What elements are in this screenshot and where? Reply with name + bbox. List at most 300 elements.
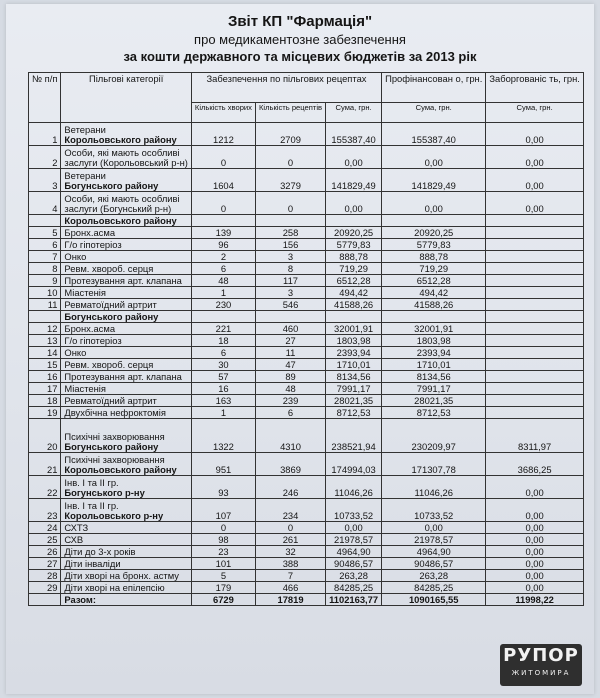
row-num: 20 (29, 419, 61, 453)
row-financed: 155387,40 (382, 123, 486, 146)
row-financed: 90486,57 (382, 558, 486, 570)
table-row (29, 419, 584, 453)
row-category: Інв. І та ІІ гр. (64, 477, 119, 488)
header-num: № п/п (29, 73, 61, 123)
row-num: 18 (29, 395, 61, 407)
section-empty (326, 215, 382, 227)
row-category-sub: Корольовського р-ну (64, 510, 164, 521)
row-debt: 0,00 (486, 582, 584, 594)
row-patients: 179 (191, 582, 255, 594)
row-category: Ревм. хвороб. серця (64, 359, 154, 370)
row-recipes: 3 (255, 287, 325, 299)
row-patients: 18 (191, 335, 255, 347)
row-patients: 139 (191, 227, 255, 239)
table-row (29, 347, 584, 359)
table-row (29, 371, 584, 383)
row-category: Міастенія (64, 287, 106, 298)
row-num: 24 (29, 522, 61, 534)
row-financed: 28021,35 (382, 395, 486, 407)
table-row (29, 146, 584, 169)
table-row (29, 192, 584, 215)
row-patients: 0 (191, 522, 255, 534)
row-patients: 6 (191, 263, 255, 275)
header-category: Пільгові категорії (61, 73, 191, 123)
row-num: 7 (29, 251, 61, 263)
row-patients: 163 (191, 395, 255, 407)
row-category: СХТЗ (64, 522, 89, 533)
row-num: 29 (29, 582, 61, 594)
total-patients: 6729 (191, 594, 255, 606)
row-num: 23 (29, 499, 61, 522)
row-debt (486, 263, 584, 275)
header-financed: Профінансован о, грн. (382, 73, 486, 103)
row-recipes: 27 (255, 335, 325, 347)
row-category: Ревматоїдний артрит (64, 395, 157, 406)
row-num: 4 (29, 192, 61, 215)
row-num: 3 (29, 169, 61, 192)
table-row (29, 169, 584, 192)
row-debt (486, 395, 584, 407)
row-category-cell (61, 546, 191, 558)
row-financed: 141829,49 (382, 169, 486, 192)
row-num: 15 (29, 359, 61, 371)
row-sum: 11046,26 (326, 476, 382, 499)
table-row (29, 123, 584, 146)
row-category-cell (61, 407, 191, 419)
table-row (29, 499, 584, 522)
row-category-cell (61, 395, 191, 407)
row-recipes: 2709 (255, 123, 325, 146)
row-category: Протезування арт. клапана (64, 275, 182, 286)
row-sum: 90486,57 (326, 558, 382, 570)
row-patients: 57 (191, 371, 255, 383)
row-category-cell (61, 335, 191, 347)
row-debt: 0,00 (486, 192, 584, 215)
header-debt: Заборгованіс ть, грн. (486, 73, 584, 103)
row-recipes: 0 (255, 522, 325, 534)
row-category-cell (61, 476, 191, 499)
row-patients: 2 (191, 251, 255, 263)
table-row (29, 251, 584, 263)
row-recipes: 32 (255, 546, 325, 558)
row-debt: 0,00 (486, 499, 584, 522)
row-sum: 719,29 (326, 263, 382, 275)
row-financed: 11046,26 (382, 476, 486, 499)
row-debt (486, 371, 584, 383)
row-debt (486, 347, 584, 359)
row-debt: 0,00 (486, 558, 584, 570)
row-recipes: 156 (255, 239, 325, 251)
total-financed: 1090165,55 (382, 594, 486, 606)
row-financed: 0,00 (382, 192, 486, 215)
table-row (29, 546, 584, 558)
table-row (29, 522, 584, 534)
row-sum: 141829,49 (326, 169, 382, 192)
row-financed: 7991,17 (382, 383, 486, 395)
row-patients: 5 (191, 570, 255, 582)
row-sum: 238521,94 (326, 419, 382, 453)
row-num: 8 (29, 263, 61, 275)
row-recipes: 48 (255, 383, 325, 395)
row-patients: 1604 (191, 169, 255, 192)
row-sum: 1803,98 (326, 335, 382, 347)
section-empty (382, 215, 486, 227)
row-sum: 1710,01 (326, 359, 382, 371)
row-category-sub: заслуги (Корольовський р-н) (64, 157, 188, 168)
row-financed: 230209,97 (382, 419, 486, 453)
row-category: Психічні захворювання (64, 431, 165, 442)
row-category: Бронх.асма (64, 227, 116, 238)
row-financed: 888,78 (382, 251, 486, 263)
row-category: Ревматоїдний артрит (64, 299, 157, 310)
row-category: Особи, які мають особливі (64, 193, 180, 204)
row-category-cell (61, 287, 191, 299)
row-recipes: 239 (255, 395, 325, 407)
row-patients: 230 (191, 299, 255, 311)
total-debt: 11998,22 (486, 594, 584, 606)
table-row (29, 453, 584, 476)
row-category: Двухбічна нефроктомія (64, 407, 166, 418)
row-num: 22 (29, 476, 61, 499)
row-num: 19 (29, 407, 61, 419)
row-sum: 28021,35 (326, 395, 382, 407)
header-recipes: Кількість рецептів (255, 103, 325, 123)
row-recipes: 466 (255, 582, 325, 594)
table-row (29, 287, 584, 299)
row-category-cell (61, 453, 191, 476)
row-num: 5 (29, 227, 61, 239)
row-num: 17 (29, 383, 61, 395)
row-category: Онко (64, 251, 87, 262)
header-patients: Кількість хворих (191, 103, 255, 123)
table-row (29, 395, 584, 407)
row-financed: 84285,25 (382, 582, 486, 594)
row-debt (486, 335, 584, 347)
row-category-sub: заслуги (Богунський р-н) (64, 203, 172, 214)
row-sum: 494,42 (326, 287, 382, 299)
row-patients: 101 (191, 558, 255, 570)
row-category-cell (61, 263, 191, 275)
row-debt (486, 251, 584, 263)
row-category-sub: Корольовського району (64, 464, 177, 475)
section-label: Богунського району (61, 311, 191, 323)
row-financed: 719,29 (382, 263, 486, 275)
table-row (29, 534, 584, 546)
section-empty (326, 311, 382, 323)
row-num: 14 (29, 347, 61, 359)
table-row (29, 407, 584, 419)
row-sum: 4964,90 (326, 546, 382, 558)
total-row (29, 594, 584, 606)
row-category-cell (61, 419, 191, 453)
row-recipes: 11 (255, 347, 325, 359)
row-sum: 8134,56 (326, 371, 382, 383)
row-category-cell (61, 192, 191, 215)
section-empty (486, 215, 584, 227)
row-category-cell (61, 227, 191, 239)
table-row (29, 299, 584, 311)
row-patients: 98 (191, 534, 255, 546)
row-category: Г/о гіпотеріоз (64, 335, 122, 346)
watermark-line1: РУПОР (503, 645, 579, 666)
row-sum: 174994,03 (326, 453, 382, 476)
row-num: 16 (29, 371, 61, 383)
header-sum: Сума, грн. (326, 103, 382, 123)
row-category-sub: Богунського району (64, 180, 159, 191)
row-patients: 93 (191, 476, 255, 499)
row-sum: 6512,28 (326, 275, 382, 287)
header-financed-sum: Сума, грн. (382, 103, 486, 123)
header-supply: Забезпечення по пільгових рецептах (191, 73, 381, 103)
row-category-cell (61, 347, 191, 359)
row-category: Інв. І та ІІ гр. (64, 500, 119, 511)
row-num: 21 (29, 453, 61, 476)
row-sum: 20920,25 (326, 227, 382, 239)
row-category-cell (61, 299, 191, 311)
row-category: СХВ (64, 534, 84, 545)
row-financed: 5779,83 (382, 239, 486, 251)
row-financed: 0,00 (382, 146, 486, 169)
row-patients: 1 (191, 407, 255, 419)
row-category: Діти інваліди (64, 558, 121, 569)
row-debt: 0,00 (486, 522, 584, 534)
row-category-cell (61, 522, 191, 534)
row-category-cell (61, 383, 191, 395)
section-empty (255, 311, 325, 323)
table-row (29, 227, 584, 239)
row-recipes: 546 (255, 299, 325, 311)
row-patients: 951 (191, 453, 255, 476)
row-debt (486, 323, 584, 335)
row-category-sub: Богунського р-ну (64, 487, 145, 498)
row-category-sub: Корольовського району (64, 134, 177, 145)
row-debt (486, 239, 584, 251)
row-recipes: 47 (255, 359, 325, 371)
row-financed: 8712,53 (382, 407, 486, 419)
row-category: Онко (64, 347, 87, 358)
row-recipes: 234 (255, 499, 325, 522)
section-num (29, 311, 61, 323)
row-debt (486, 299, 584, 311)
row-debt (486, 383, 584, 395)
row-recipes: 3 (255, 251, 325, 263)
row-category: Бронх.асма (64, 323, 116, 334)
row-recipes: 4310 (255, 419, 325, 453)
table-row (29, 239, 584, 251)
row-sum: 2393,94 (326, 347, 382, 359)
table-row (29, 335, 584, 347)
row-num: 25 (29, 534, 61, 546)
row-num: 1 (29, 123, 61, 146)
row-recipes: 246 (255, 476, 325, 499)
row-category-cell (61, 558, 191, 570)
row-category: Протезування арт. клапана (64, 371, 182, 382)
row-num: 26 (29, 546, 61, 558)
row-sum: 84285,25 (326, 582, 382, 594)
row-category-cell (61, 251, 191, 263)
row-recipes: 3279 (255, 169, 325, 192)
row-num: 27 (29, 558, 61, 570)
section-num (29, 215, 61, 227)
row-debt: 0,00 (486, 169, 584, 192)
row-patients: 0 (191, 146, 255, 169)
report-table (28, 72, 584, 606)
row-patients: 96 (191, 239, 255, 251)
row-patients: 23 (191, 546, 255, 558)
total-label: Разом: (61, 594, 191, 606)
row-financed: 2393,94 (382, 347, 486, 359)
section-row (29, 215, 584, 227)
row-debt (486, 359, 584, 371)
row-financed: 6512,28 (382, 275, 486, 287)
section-row (29, 311, 584, 323)
row-num: 11 (29, 299, 61, 311)
row-debt (486, 287, 584, 299)
section-label: Корольовського району (61, 215, 191, 227)
row-patients: 0 (191, 192, 255, 215)
row-category-cell (61, 123, 191, 146)
row-financed: 21978,57 (382, 534, 486, 546)
row-financed: 20920,25 (382, 227, 486, 239)
row-patients: 48 (191, 275, 255, 287)
row-debt: 0,00 (486, 123, 584, 146)
row-financed: 8134,56 (382, 371, 486, 383)
row-debt: 0,00 (486, 546, 584, 558)
total-num (29, 594, 61, 606)
row-category: Діти до 3-х років (64, 546, 136, 557)
row-patients: 6 (191, 347, 255, 359)
row-debt: 0,00 (486, 146, 584, 169)
row-sum: 0,00 (326, 522, 382, 534)
table-row (29, 383, 584, 395)
row-financed: 494,42 (382, 287, 486, 299)
row-financed: 1710,01 (382, 359, 486, 371)
table-row (29, 582, 584, 594)
row-category-cell (61, 146, 191, 169)
row-patients: 221 (191, 323, 255, 335)
row-num: 12 (29, 323, 61, 335)
row-category-cell (61, 570, 191, 582)
row-category: Діти хворі на епілепсію (64, 582, 165, 593)
row-sum: 41588,26 (326, 299, 382, 311)
watermark-line2: ЖИТОМИРА (511, 669, 571, 677)
row-category: Г/о гіпотеріоз (64, 239, 122, 250)
row-recipes: 0 (255, 192, 325, 215)
table-row (29, 558, 584, 570)
row-sum: 21978,57 (326, 534, 382, 546)
row-patients: 107 (191, 499, 255, 522)
table-row (29, 263, 584, 275)
row-recipes: 3869 (255, 453, 325, 476)
row-debt (486, 407, 584, 419)
row-category-cell (61, 359, 191, 371)
row-recipes: 388 (255, 558, 325, 570)
row-debt (486, 275, 584, 287)
row-num: 9 (29, 275, 61, 287)
watermark-logo (500, 644, 582, 686)
row-sum: 0,00 (326, 146, 382, 169)
table-row (29, 359, 584, 371)
row-category-cell (61, 371, 191, 383)
row-sum: 155387,40 (326, 123, 382, 146)
row-category-cell (61, 582, 191, 594)
row-debt: 0,00 (486, 570, 584, 582)
row-financed: 0,00 (382, 522, 486, 534)
row-financed: 10733,52 (382, 499, 486, 522)
row-category-cell (61, 534, 191, 546)
row-category-cell (61, 169, 191, 192)
row-category-sub: Богунського району (64, 441, 159, 452)
row-sum: 263,28 (326, 570, 382, 582)
row-category-cell (61, 275, 191, 287)
row-recipes: 460 (255, 323, 325, 335)
row-category: Ветерани (64, 124, 106, 135)
row-patients: 1322 (191, 419, 255, 453)
row-sum: 888,78 (326, 251, 382, 263)
row-num: 2 (29, 146, 61, 169)
row-category-cell (61, 239, 191, 251)
row-sum: 8712,53 (326, 407, 382, 419)
section-empty (382, 311, 486, 323)
row-debt: 3686,25 (486, 453, 584, 476)
row-recipes: 6 (255, 407, 325, 419)
row-recipes: 261 (255, 534, 325, 546)
row-patients: 30 (191, 359, 255, 371)
row-debt: 0,00 (486, 534, 584, 546)
row-category-cell (61, 499, 191, 522)
row-debt: 0,00 (486, 476, 584, 499)
row-financed: 32001,91 (382, 323, 486, 335)
row-category: Психічні захворювання (64, 454, 165, 465)
row-sum: 5779,83 (326, 239, 382, 251)
row-patients: 16 (191, 383, 255, 395)
row-category: Ветерани (64, 170, 106, 181)
section-empty (486, 311, 584, 323)
row-recipes: 0 (255, 146, 325, 169)
row-num: 6 (29, 239, 61, 251)
section-empty (191, 311, 255, 323)
row-financed: 1803,98 (382, 335, 486, 347)
row-sum: 7991,17 (326, 383, 382, 395)
header-debt-sum: Сума, грн. (486, 103, 584, 123)
row-recipes: 8 (255, 263, 325, 275)
report-title: Звіт КП "Фармація" (227, 13, 373, 30)
row-sum: 10733,52 (326, 499, 382, 522)
table-row (29, 323, 584, 335)
row-recipes: 7 (255, 570, 325, 582)
row-num: 13 (29, 335, 61, 347)
row-recipes: 89 (255, 371, 325, 383)
row-sum: 0,00 (326, 192, 382, 215)
report-sheet (6, 4, 594, 694)
table-body (29, 123, 584, 594)
row-num: 28 (29, 570, 61, 582)
report-period: за кошти державного та місцевих бюджетів за 2013 рік (123, 49, 477, 64)
table-row (29, 275, 584, 287)
row-category: Діти хворі на бронх. астму (64, 570, 179, 581)
table-row (29, 570, 584, 582)
row-category: Ревм. хвороб. серця (64, 263, 154, 274)
section-empty (255, 215, 325, 227)
row-financed: 263,28 (382, 570, 486, 582)
row-category: Міастенія (64, 383, 106, 394)
row-patients: 1 (191, 287, 255, 299)
row-category: Особи, які мають особливі (64, 147, 180, 158)
row-patients: 1212 (191, 123, 255, 146)
table-row (29, 476, 584, 499)
row-recipes: 117 (255, 275, 325, 287)
row-recipes: 258 (255, 227, 325, 239)
